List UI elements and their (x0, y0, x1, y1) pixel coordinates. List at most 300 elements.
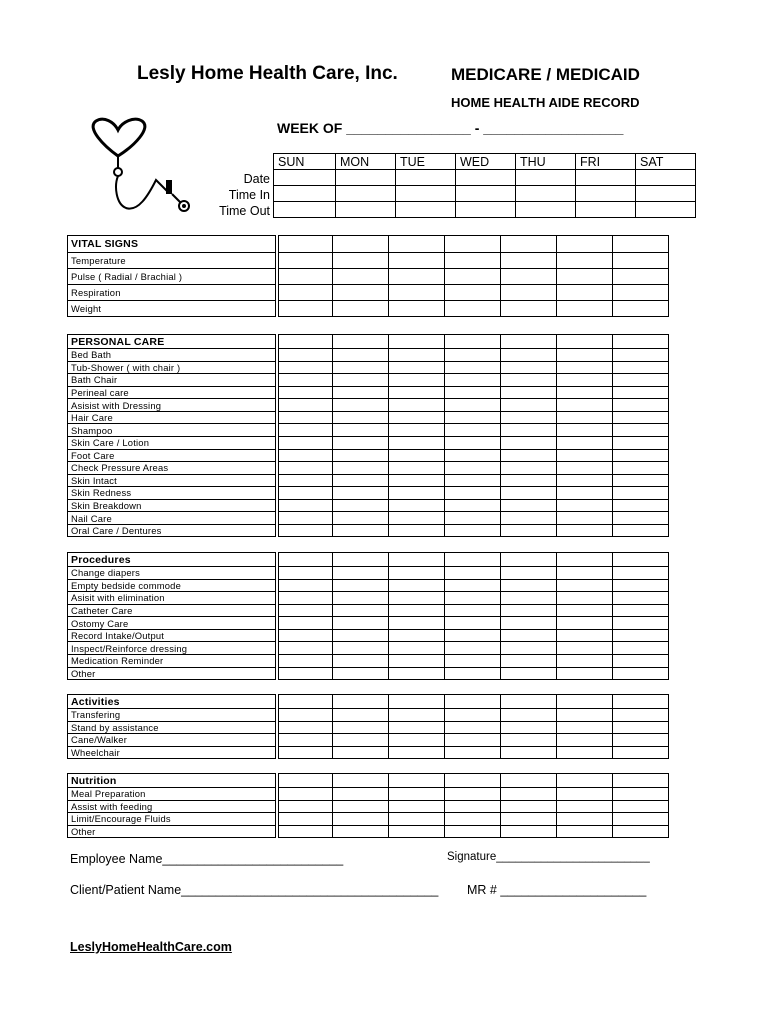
entry-cell[interactable] (613, 695, 669, 709)
entry-cell[interactable] (389, 349, 445, 362)
entry-cell[interactable] (389, 524, 445, 537)
entry-cell[interactable] (279, 301, 333, 317)
entry-cell[interactable] (557, 462, 613, 475)
entry-cell[interactable] (613, 449, 669, 462)
entry-cell[interactable] (389, 411, 445, 424)
entry-cell[interactable] (445, 374, 501, 387)
entry-cell[interactable] (557, 399, 613, 412)
entry-cell[interactable] (501, 411, 557, 424)
entry-cell[interactable] (279, 374, 333, 387)
entry-cell[interactable] (501, 285, 557, 301)
entry-cell[interactable] (389, 285, 445, 301)
entry-cell[interactable] (445, 746, 501, 759)
entry-cell[interactable] (279, 654, 333, 667)
entry-cell[interactable] (613, 361, 669, 374)
entry-cell[interactable] (456, 202, 516, 218)
entry-cell[interactable] (557, 499, 613, 512)
entry-cell[interactable] (445, 825, 501, 838)
entry-cell[interactable] (613, 721, 669, 734)
website-link[interactable]: LeslyHomeHealthCare.com (70, 940, 232, 954)
entry-cell[interactable] (389, 553, 445, 567)
entry-cell[interactable] (445, 654, 501, 667)
entry-cell[interactable] (396, 170, 456, 186)
entry-cell[interactable] (445, 269, 501, 285)
entry-cell[interactable] (613, 436, 669, 449)
entry-cell[interactable] (389, 236, 445, 253)
entry-cell[interactable] (389, 269, 445, 285)
entry-cell[interactable] (576, 186, 636, 202)
entry-cell[interactable] (557, 567, 613, 580)
entry-cell[interactable] (557, 512, 613, 525)
entry-cell[interactable] (279, 449, 333, 462)
entry-cell[interactable] (613, 788, 669, 801)
entry-cell[interactable] (333, 499, 389, 512)
entry-cell[interactable] (279, 642, 333, 655)
employee-name-field[interactable]: Employee Name__________________________ (70, 852, 344, 866)
entry-cell[interactable] (279, 709, 333, 722)
entry-cell[interactable] (613, 399, 669, 412)
entry-cell[interactable] (613, 617, 669, 630)
entry-cell[interactable] (279, 721, 333, 734)
entry-cell[interactable] (501, 374, 557, 387)
entry-cell[interactable] (389, 361, 445, 374)
entry-cell[interactable] (279, 411, 333, 424)
entry-cell[interactable] (333, 746, 389, 759)
entry-cell[interactable] (445, 667, 501, 680)
entry-cell[interactable] (445, 253, 501, 269)
entry-cell[interactable] (557, 667, 613, 680)
entry-cell[interactable] (501, 592, 557, 605)
entry-cell[interactable] (501, 386, 557, 399)
entry-cell[interactable] (333, 236, 389, 253)
entry-cell[interactable] (333, 667, 389, 680)
entry-cell[interactable] (279, 774, 333, 788)
entry-cell[interactable] (445, 788, 501, 801)
entry-cell[interactable] (389, 629, 445, 642)
entry-cell[interactable] (613, 579, 669, 592)
entry-cell[interactable] (279, 236, 333, 253)
entry-cell[interactable] (557, 813, 613, 826)
entry-cell[interactable] (501, 774, 557, 788)
entry-cell[interactable] (636, 170, 696, 186)
entry-cell[interactable] (389, 746, 445, 759)
entry-cell[interactable] (333, 487, 389, 500)
entry-cell[interactable] (501, 825, 557, 838)
entry-cell[interactable] (389, 654, 445, 667)
entry-cell[interactable] (613, 667, 669, 680)
entry-cell[interactable] (333, 553, 389, 567)
entry-cell[interactable] (501, 474, 557, 487)
entry-cell[interactable] (557, 524, 613, 537)
entry-cell[interactable] (445, 734, 501, 747)
entry-cell[interactable] (501, 462, 557, 475)
entry-cell[interactable] (501, 349, 557, 362)
entry-cell[interactable] (389, 709, 445, 722)
entry-cell[interactable] (389, 788, 445, 801)
entry-cell[interactable] (445, 813, 501, 826)
entry-cell[interactable] (557, 436, 613, 449)
entry-cell[interactable] (333, 629, 389, 642)
entry-cell[interactable] (279, 524, 333, 537)
entry-cell[interactable] (333, 734, 389, 747)
entry-cell[interactable] (445, 399, 501, 412)
entry-cell[interactable] (557, 487, 613, 500)
entry-cell[interactable] (389, 567, 445, 580)
entry-cell[interactable] (613, 301, 669, 317)
entry-cell[interactable] (279, 424, 333, 437)
entry-cell[interactable] (557, 774, 613, 788)
entry-cell[interactable] (613, 512, 669, 525)
entry-cell[interactable] (501, 667, 557, 680)
week-of-field[interactable]: WEEK OF ________________ - __________________ (277, 120, 624, 136)
entry-cell[interactable] (389, 579, 445, 592)
entry-cell[interactable] (279, 695, 333, 709)
entry-cell[interactable] (557, 474, 613, 487)
entry-cell[interactable] (389, 449, 445, 462)
entry-cell[interactable] (333, 695, 389, 709)
entry-cell[interactable] (501, 721, 557, 734)
entry-cell[interactable] (501, 709, 557, 722)
entry-cell[interactable] (445, 579, 501, 592)
entry-cell[interactable] (396, 186, 456, 202)
entry-cell[interactable] (557, 361, 613, 374)
entry-cell[interactable] (279, 788, 333, 801)
entry-cell[interactable] (389, 436, 445, 449)
entry-cell[interactable] (456, 170, 516, 186)
entry-cell[interactable] (389, 301, 445, 317)
entry-cell[interactable] (501, 800, 557, 813)
entry-cell[interactable] (613, 654, 669, 667)
entry-cell[interactable] (636, 186, 696, 202)
entry-cell[interactable] (613, 474, 669, 487)
entry-cell[interactable] (613, 800, 669, 813)
entry-cell[interactable] (389, 487, 445, 500)
entry-cell[interactable] (557, 236, 613, 253)
entry-cell[interactable] (557, 424, 613, 437)
entry-cell[interactable] (445, 449, 501, 462)
entry-cell[interactable] (557, 269, 613, 285)
entry-cell[interactable] (274, 170, 336, 186)
entry-cell[interactable] (279, 825, 333, 838)
entry-cell[interactable] (279, 617, 333, 630)
entry-cell[interactable] (501, 788, 557, 801)
entry-cell[interactable] (613, 374, 669, 387)
entry-cell[interactable] (557, 721, 613, 734)
entry-cell[interactable] (274, 186, 336, 202)
entry-cell[interactable] (501, 553, 557, 567)
entry-cell[interactable] (445, 524, 501, 537)
entry-cell[interactable] (445, 349, 501, 362)
entry-cell[interactable] (501, 335, 557, 349)
entry-cell[interactable] (333, 253, 389, 269)
entry-cell[interactable] (501, 617, 557, 630)
entry-cell[interactable] (279, 746, 333, 759)
entry-cell[interactable] (501, 487, 557, 500)
entry-cell[interactable] (557, 800, 613, 813)
entry-cell[interactable] (613, 553, 669, 567)
entry-cell[interactable] (613, 734, 669, 747)
entry-cell[interactable] (613, 499, 669, 512)
entry-cell[interactable] (389, 592, 445, 605)
entry-cell[interactable] (333, 617, 389, 630)
entry-cell[interactable] (501, 524, 557, 537)
entry-cell[interactable] (501, 604, 557, 617)
entry-cell[interactable] (279, 349, 333, 362)
entry-cell[interactable] (445, 642, 501, 655)
entry-cell[interactable] (389, 335, 445, 349)
entry-cell[interactable] (613, 411, 669, 424)
entry-cell[interactable] (389, 642, 445, 655)
entry-cell[interactable] (389, 695, 445, 709)
entry-cell[interactable] (613, 335, 669, 349)
entry-cell[interactable] (501, 695, 557, 709)
entry-cell[interactable] (445, 424, 501, 437)
entry-cell[interactable] (501, 499, 557, 512)
entry-cell[interactable] (445, 335, 501, 349)
entry-cell[interactable] (333, 436, 389, 449)
entry-cell[interactable] (557, 253, 613, 269)
entry-cell[interactable] (389, 721, 445, 734)
signature-field[interactable]: Signature________________________ (447, 851, 650, 863)
entry-cell[interactable] (445, 236, 501, 253)
entry-cell[interactable] (501, 512, 557, 525)
entry-cell[interactable] (445, 499, 501, 512)
entry-cell[interactable] (333, 774, 389, 788)
entry-cell[interactable] (279, 553, 333, 567)
entry-cell[interactable] (279, 629, 333, 642)
entry-cell[interactable] (279, 499, 333, 512)
entry-cell[interactable] (501, 579, 557, 592)
entry-cell[interactable] (333, 512, 389, 525)
entry-cell[interactable] (576, 202, 636, 218)
entry-cell[interactable] (333, 709, 389, 722)
entry-cell[interactable] (557, 825, 613, 838)
entry-cell[interactable] (445, 285, 501, 301)
entry-cell[interactable] (501, 813, 557, 826)
entry-cell[interactable] (613, 746, 669, 759)
entry-cell[interactable] (557, 411, 613, 424)
entry-cell[interactable] (501, 746, 557, 759)
entry-cell[interactable] (613, 567, 669, 580)
entry-cell[interactable] (389, 374, 445, 387)
entry-cell[interactable] (501, 436, 557, 449)
entry-cell[interactable] (445, 386, 501, 399)
entry-cell[interactable] (333, 721, 389, 734)
entry-cell[interactable] (501, 236, 557, 253)
entry-cell[interactable] (279, 462, 333, 475)
entry-cell[interactable] (613, 236, 669, 253)
entry-cell[interactable] (333, 788, 389, 801)
entry-cell[interactable] (333, 654, 389, 667)
entry-cell[interactable] (445, 474, 501, 487)
entry-cell[interactable] (557, 579, 613, 592)
entry-cell[interactable] (333, 800, 389, 813)
entry-cell[interactable] (279, 399, 333, 412)
entry-cell[interactable] (279, 604, 333, 617)
entry-cell[interactable] (557, 642, 613, 655)
entry-cell[interactable] (501, 424, 557, 437)
entry-cell[interactable] (501, 734, 557, 747)
entry-cell[interactable] (389, 399, 445, 412)
entry-cell[interactable] (501, 629, 557, 642)
entry-cell[interactable] (557, 629, 613, 642)
entry-cell[interactable] (501, 253, 557, 269)
entry-cell[interactable] (333, 335, 389, 349)
entry-cell[interactable] (445, 361, 501, 374)
entry-cell[interactable] (389, 825, 445, 838)
entry-cell[interactable] (389, 734, 445, 747)
entry-cell[interactable] (333, 361, 389, 374)
entry-cell[interactable] (389, 253, 445, 269)
entry-cell[interactable] (396, 202, 456, 218)
entry-cell[interactable] (333, 424, 389, 437)
entry-cell[interactable] (501, 567, 557, 580)
entry-cell[interactable] (333, 813, 389, 826)
entry-cell[interactable] (557, 709, 613, 722)
entry-cell[interactable] (333, 399, 389, 412)
entry-cell[interactable] (613, 709, 669, 722)
entry-cell[interactable] (557, 617, 613, 630)
entry-cell[interactable] (333, 349, 389, 362)
entry-cell[interactable] (279, 734, 333, 747)
entry-cell[interactable] (336, 202, 396, 218)
entry-cell[interactable] (557, 374, 613, 387)
entry-cell[interactable] (389, 813, 445, 826)
entry-cell[interactable] (279, 487, 333, 500)
entry-cell[interactable] (445, 709, 501, 722)
entry-cell[interactable] (389, 667, 445, 680)
entry-cell[interactable] (613, 774, 669, 788)
entry-cell[interactable] (557, 349, 613, 362)
entry-cell[interactable] (456, 186, 516, 202)
entry-cell[interactable] (445, 512, 501, 525)
entry-cell[interactable] (501, 642, 557, 655)
entry-cell[interactable] (279, 667, 333, 680)
entry-cell[interactable] (613, 269, 669, 285)
entry-cell[interactable] (613, 487, 669, 500)
entry-cell[interactable] (501, 361, 557, 374)
entry-cell[interactable] (516, 202, 576, 218)
entry-cell[interactable] (445, 553, 501, 567)
entry-cell[interactable] (333, 269, 389, 285)
entry-cell[interactable] (333, 642, 389, 655)
entry-cell[interactable] (389, 512, 445, 525)
entry-cell[interactable] (333, 411, 389, 424)
entry-cell[interactable] (557, 734, 613, 747)
entry-cell[interactable] (333, 449, 389, 462)
entry-cell[interactable] (279, 253, 333, 269)
entry-cell[interactable] (333, 524, 389, 537)
entry-cell[interactable] (557, 386, 613, 399)
entry-cell[interactable] (389, 604, 445, 617)
entry-cell[interactable] (445, 604, 501, 617)
entry-cell[interactable] (557, 654, 613, 667)
entry-cell[interactable] (613, 349, 669, 362)
entry-cell[interactable] (389, 774, 445, 788)
entry-cell[interactable] (333, 604, 389, 617)
entry-cell[interactable] (445, 411, 501, 424)
entry-cell[interactable] (279, 335, 333, 349)
entry-cell[interactable] (279, 813, 333, 826)
entry-cell[interactable] (389, 462, 445, 475)
entry-cell[interactable] (613, 629, 669, 642)
entry-cell[interactable] (613, 524, 669, 537)
entry-cell[interactable] (557, 788, 613, 801)
entry-cell[interactable] (445, 800, 501, 813)
entry-cell[interactable] (557, 285, 613, 301)
entry-cell[interactable] (613, 462, 669, 475)
entry-cell[interactable] (279, 567, 333, 580)
client-name-field[interactable]: Client/Patient Name_____________________________________ (70, 883, 439, 897)
entry-cell[interactable] (445, 721, 501, 734)
mr-number-field[interactable]: MR # _____________________ (467, 883, 647, 897)
entry-cell[interactable] (613, 424, 669, 437)
entry-cell[interactable] (333, 386, 389, 399)
entry-cell[interactable] (445, 617, 501, 630)
entry-cell[interactable] (445, 774, 501, 788)
entry-cell[interactable] (389, 474, 445, 487)
entry-cell[interactable] (557, 695, 613, 709)
entry-cell[interactable] (516, 170, 576, 186)
entry-cell[interactable] (333, 567, 389, 580)
entry-cell[interactable] (279, 436, 333, 449)
entry-cell[interactable] (501, 449, 557, 462)
entry-cell[interactable] (279, 800, 333, 813)
entry-cell[interactable] (501, 301, 557, 317)
entry-cell[interactable] (557, 604, 613, 617)
entry-cell[interactable] (279, 386, 333, 399)
entry-cell[interactable] (445, 629, 501, 642)
entry-cell[interactable] (613, 813, 669, 826)
entry-cell[interactable] (613, 386, 669, 399)
entry-cell[interactable] (274, 202, 336, 218)
entry-cell[interactable] (279, 512, 333, 525)
entry-cell[interactable] (279, 285, 333, 301)
entry-cell[interactable] (613, 604, 669, 617)
entry-cell[interactable] (557, 553, 613, 567)
entry-cell[interactable] (557, 449, 613, 462)
entry-cell[interactable] (576, 170, 636, 186)
entry-cell[interactable] (336, 170, 396, 186)
entry-cell[interactable] (279, 269, 333, 285)
entry-cell[interactable] (516, 186, 576, 202)
entry-cell[interactable] (445, 436, 501, 449)
entry-cell[interactable] (501, 269, 557, 285)
entry-cell[interactable] (557, 592, 613, 605)
entry-cell[interactable] (501, 654, 557, 667)
entry-cell[interactable] (279, 592, 333, 605)
entry-cell[interactable] (389, 499, 445, 512)
entry-cell[interactable] (636, 202, 696, 218)
entry-cell[interactable] (333, 462, 389, 475)
entry-cell[interactable] (445, 487, 501, 500)
entry-cell[interactable] (333, 374, 389, 387)
entry-cell[interactable] (336, 186, 396, 202)
entry-cell[interactable] (557, 746, 613, 759)
entry-cell[interactable] (445, 695, 501, 709)
entry-cell[interactable] (333, 579, 389, 592)
entry-cell[interactable] (613, 592, 669, 605)
entry-cell[interactable] (557, 335, 613, 349)
entry-cell[interactable] (333, 592, 389, 605)
entry-cell[interactable] (389, 386, 445, 399)
entry-cell[interactable] (501, 399, 557, 412)
entry-cell[interactable] (613, 825, 669, 838)
entry-cell[interactable] (279, 474, 333, 487)
entry-cell[interactable] (389, 800, 445, 813)
entry-cell[interactable] (557, 301, 613, 317)
entry-cell[interactable] (333, 825, 389, 838)
